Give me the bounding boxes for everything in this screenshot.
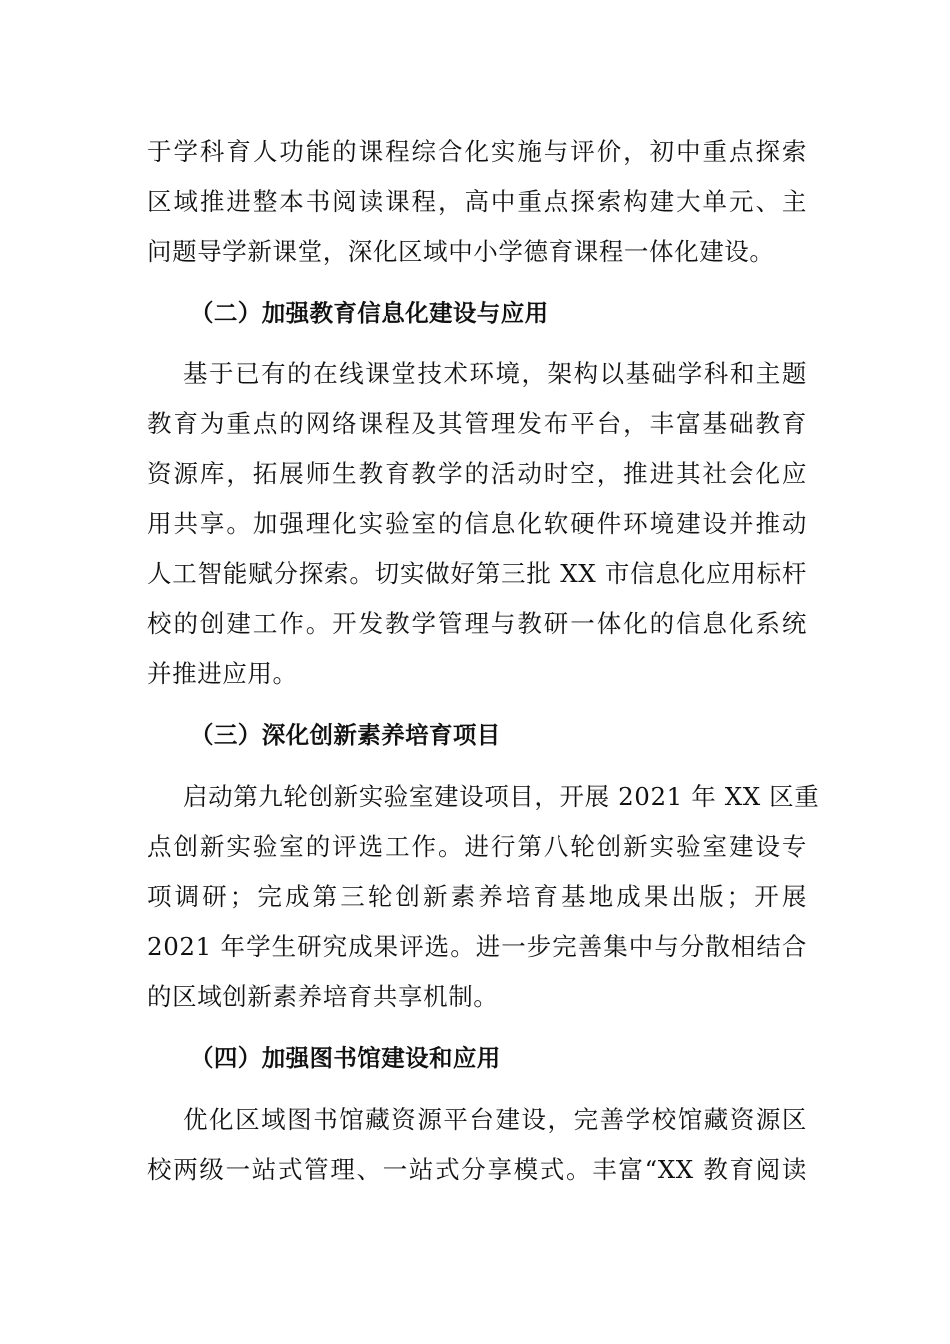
paragraph-line: 2021 年学生研究成果评选。进一步完善集中与分散相结合 xyxy=(147,932,807,961)
paragraph-line: 并推进应用。 xyxy=(147,659,298,688)
paragraph-line: 用共享。加强理化实验室的信息化软硬件环境建设并推动 xyxy=(147,509,807,538)
paragraph-line: 校两级一站式管理、一站式分享模式。丰富“XX 教育阅读 xyxy=(147,1155,807,1184)
paragraph-line: 人工智能赋分探索。切实做好第三批 XX 市信息化应用标杆 xyxy=(147,559,807,588)
paragraph-line: 问题导学新课堂，深化区域中小学德育课程一体化建设。 xyxy=(147,237,775,266)
paragraph-line: 启动第九轮创新实验室建设项目，开展 2021 年 XX 区重 xyxy=(183,782,820,811)
paragraph-line: 优化区域图书馆藏资源平台建设，完善学校馆藏资源区 xyxy=(183,1105,807,1134)
paragraph-line: 校的创建工作。开发教学管理与教研一体化的信息化系统 xyxy=(147,609,807,638)
paragraph-line: 基于已有的在线课堂技术环境，架构以基础学科和主题 xyxy=(183,359,807,388)
paragraph-line: 于学科育人功能的课程综合化实施与评价，初中重点探索 xyxy=(147,137,807,166)
paragraph-line: 区域推进整本书阅读课程，高中重点探索构建大单元、主 xyxy=(147,187,807,216)
paragraph-line: 点创新实验室的评选工作。进行第八轮创新实验室建设专 xyxy=(147,832,807,861)
section-heading-2: （二）加强教育信息化建设与应用 xyxy=(190,299,549,327)
paragraph-line: 资源库，拓展师生教育教学的活动时空，推进其社会化应 xyxy=(147,459,807,488)
paragraph-line: 教育为重点的网络课程及其管理发布平台，丰富基础教育 xyxy=(147,409,807,438)
section-heading-4: （四）加强图书馆建设和应用 xyxy=(190,1044,501,1072)
paragraph-line: 的区域创新素养培育共享机制。 xyxy=(147,982,499,1011)
paragraph-line: 项调研；完成第三轮创新素养培育基地成果出版；开展 xyxy=(147,882,807,911)
section-heading-3: （三）深化创新素养培育项目 xyxy=(190,721,501,749)
